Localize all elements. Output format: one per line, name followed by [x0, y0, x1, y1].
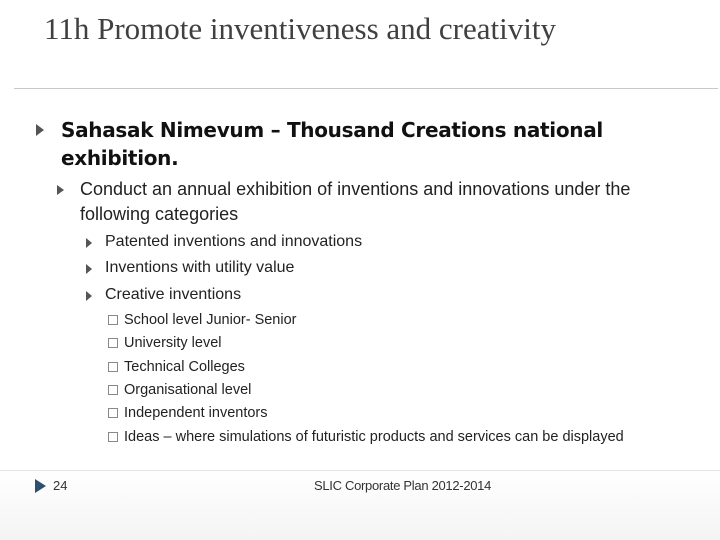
category-text: Inventions with utility value — [105, 259, 295, 276]
subcategory-text: School level Junior- Senior — [124, 312, 297, 328]
bullet-level1-text: Sahasak Nimevum – Thousand Creations national exhibition. — [61, 118, 603, 170]
category-text: Creative inventions — [105, 286, 242, 303]
checkbox-square-icon — [108, 432, 118, 442]
bullet-arrow-icon — [57, 185, 64, 195]
bullet-arrow-icon — [86, 238, 92, 248]
checkbox-square-icon — [108, 338, 118, 348]
subcategory-item — [108, 310, 648, 330]
checkbox-square-icon — [108, 362, 118, 372]
category-item — [86, 231, 646, 253]
subcategory-item — [108, 357, 648, 377]
category-item — [86, 284, 646, 306]
checkbox-square-icon — [108, 385, 118, 395]
bullet-arrow-icon — [86, 291, 92, 301]
subcategory-text: Independent inventors — [124, 405, 268, 421]
bullet-arrow-icon — [36, 124, 44, 136]
page-number: 24 — [53, 478, 68, 493]
title-divider — [14, 88, 718, 89]
subcategory-text: University level — [124, 335, 222, 351]
bullet-level2 — [57, 177, 677, 227]
subcategory-text: Organisational level — [124, 382, 252, 398]
category-text: Patented inventions and innovations — [105, 233, 363, 250]
subcategory-item — [108, 333, 648, 353]
bullet-arrow-icon — [86, 264, 92, 274]
subcategory-text: Technical Colleges — [124, 359, 245, 375]
subcategory-item — [108, 380, 648, 400]
slide-title: 11h Promote inventiveness and creativity — [44, 11, 556, 46]
checkbox-square-icon — [108, 315, 118, 325]
checkbox-square-icon — [108, 408, 118, 418]
subcategory-item — [108, 427, 628, 447]
bullet-level2-text: Conduct an annual exhibition of inventions and innovations under the following categories — [80, 179, 631, 224]
category-item — [86, 257, 646, 279]
bullet-level1 — [36, 116, 686, 172]
subcategory-text: Ideas – where simulations of futuristic products and services can be displayed — [124, 429, 624, 445]
page-marker-arrow-icon — [35, 479, 46, 493]
footer-divider — [0, 470, 720, 471]
subcategory-item — [108, 403, 648, 423]
footer-caption: SLIC Corporate Plan 2012-2014 — [314, 478, 492, 493]
